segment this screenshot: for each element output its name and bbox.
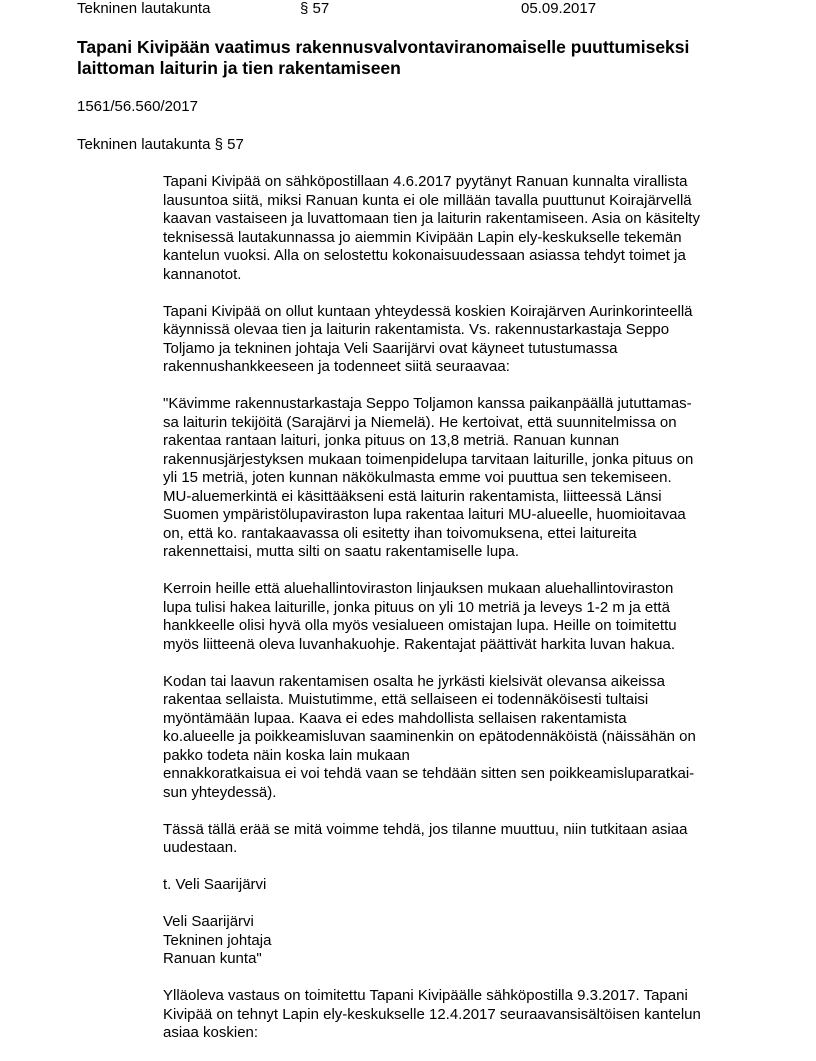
text-line: kantelun vuoksi. Alla on selostettu kokonaisuudessaan asiassa tehdyt toimet ja: [163, 247, 686, 264]
text-line: MU-aluemerkintä ei käsittääkseni estä laiturin rakentamista, liitteessä Länsi: [163, 487, 662, 505]
signature-name: Veli Saarijärvi: [163, 913, 254, 930]
header-date: 05.09.2017: [521, 0, 597, 17]
text-line: Toljamo ja tekninen johtaja Veli Saarijärvi ovat käyneet tutustumassa: [163, 339, 618, 357]
text-line: Tässä tällä erää se mitä voimme tehdä, jos tilanne muuttuu, niin tutkitaan asiaa: [163, 820, 688, 838]
text-line: hankkeelle olisi hyvä olla myös vesialueen omistajan lupa. Heille on toimitettu: [163, 617, 677, 634]
signature-title: Tekninen johtaja: [163, 931, 272, 949]
paragraph-intro: [163, 173, 783, 284]
header-section-number: § 57: [300, 0, 330, 17]
text-line: myöntämään lupaa. Kaava ei edes mahdollista sellaisen rakentamista: [163, 709, 627, 727]
document-title: [77, 37, 777, 79]
text-line: käynnissä olevaa tien ja laiturin rakentamista. Vs. rakennustarkastaja Seppo: [163, 321, 670, 338]
paragraph-quote-kota: [163, 673, 783, 803]
title-line: laittoman laiturin ja tien rakentamiseen: [77, 58, 401, 78]
paragraph-quote-closing: [163, 821, 783, 858]
text-line: "Kävimme rakennustarkastaja Seppo Toljamon kanssa paikanpäällä jututtamas-: [163, 395, 692, 412]
text-line: rakentaa sellaista. Muistutimme, että sellaiseen ei todennäköisesti tultaisi: [163, 691, 649, 708]
text-line: kaavan vastaiseen ja luvattomaan tien ja laiturin rakentamiseen. Asia on käsitelty: [163, 210, 700, 227]
document-body: [163, 173, 783, 1061]
text-line: kannanotot.: [163, 265, 242, 283]
text-line: asiaa koskien:: [163, 1024, 259, 1041]
text-line: Tapani Kivipää on ollut kuntaan yhteydessä koskien Koirajärven Aurinkorinteellä: [163, 302, 693, 320]
text-line: Ylläoleva vastaus on toimitettu Tapani Kivipäälle sähköpostilla 9.3.2017. Tapani: [163, 987, 688, 1004]
text-line: lupa tulisi hakea laiturille, jonka pituus on yli 10 metriä ja leveys 1-2 m ja että: [163, 598, 670, 616]
text-line: Kerroin heille että aluehallintoviraston linjauksen mukaan aluehallintoviraston: [163, 580, 674, 597]
signature-organization: Ranuan kunta": [163, 950, 262, 967]
page-header: [77, 0, 777, 18]
text-line: ennakkoratkaisua ei voi tehdä vaan se tehdään sitten sen poikkeamisluparatkai-: [163, 765, 695, 782]
paragraph-followup: [163, 987, 783, 1043]
text-line: teknisessä lautakunnassa jo aiemmin Kivipään Lapin ely-keskukselle tekemän: [163, 228, 682, 246]
paragraph-contact: [163, 303, 783, 377]
paragraph-quote-site-visit: [163, 395, 783, 562]
text-line: rakennettaisi, mutta silti on saatu rakentamiselle lupa.: [163, 543, 520, 560]
text-line: rakennushankkeeseen ja todenneet siitä seuraavaa:: [163, 358, 510, 375]
paragraph-quote-permit: [163, 580, 783, 654]
text-line: rakennusjärjestyksen mukaan toimenpidelupa tarvitaan laiturille, jonka pituus on: [163, 450, 694, 468]
text-line: lausuntoa siitä, miksi Ranuan kunta ei ole millään tavalla puuttunut Koirajärvellä: [163, 191, 692, 209]
text-line: myös liitteenä oleva luvanhakuohje. Rakentajat päättivät harkita luvan hakua.: [163, 635, 675, 653]
title-line: Tapani Kivipään vaatimus rakennusvalvontaviranomaiselle puuttumiseksi: [77, 37, 690, 57]
text-line: Tapani Kivipää on sähköpostillaan 4.6.2017 pyytänyt Ranuan kunnalta virallista: [163, 173, 688, 190]
header-committee: Tekninen lautakunta: [77, 0, 211, 17]
text-line: pakko todeta näin koska lain mukaan: [163, 746, 410, 764]
reference-number: 1561/56.560/2017: [77, 98, 198, 115]
text-line: on, että ko. rantakaavassa oli esitetty ihan toivomuksena, ettei laitureita: [163, 524, 637, 542]
section-reference: Tekninen lautakunta § 57: [77, 136, 244, 153]
text-line: t. Veli Saarijärvi: [163, 876, 267, 893]
text-line: sa laiturin tekijöitä (Sarajärvi ja Niemelä). He kertoivat, että suunnitelmissa on: [163, 413, 677, 431]
text-line: ko.alueelle ja poikkeamisluvan saaminenkin on epätodennäköistä (näissähän on: [163, 728, 696, 745]
text-line: Kodan tai laavun rakentamisen osalta he jyrkästi kielsivät olevansa aikeissa: [163, 672, 665, 690]
text-line: yli 15 metriä, joten kunnan näkökulmasta emme voi puuttua sen tekemiseen.: [163, 469, 672, 486]
text-line: sun yhteydessä).: [163, 783, 277, 801]
text-line: Suomen ympäristölupaviraston lupa rakentaa laituri MU-alueelle, huomioitavaa: [163, 506, 686, 523]
text-line: Kivipää on tehnyt Lapin ely-keskukselle 12.4.2017 seuraavansisältöisen kantelun: [163, 1005, 701, 1023]
text-line: uudestaan.: [163, 839, 238, 856]
paragraph-greeting: [163, 876, 783, 895]
text-line: rakentaa rantaan laituri, jonka pituus on 13,8 metriä. Ranuan kunnan: [163, 432, 620, 449]
signature-block: [163, 913, 783, 969]
